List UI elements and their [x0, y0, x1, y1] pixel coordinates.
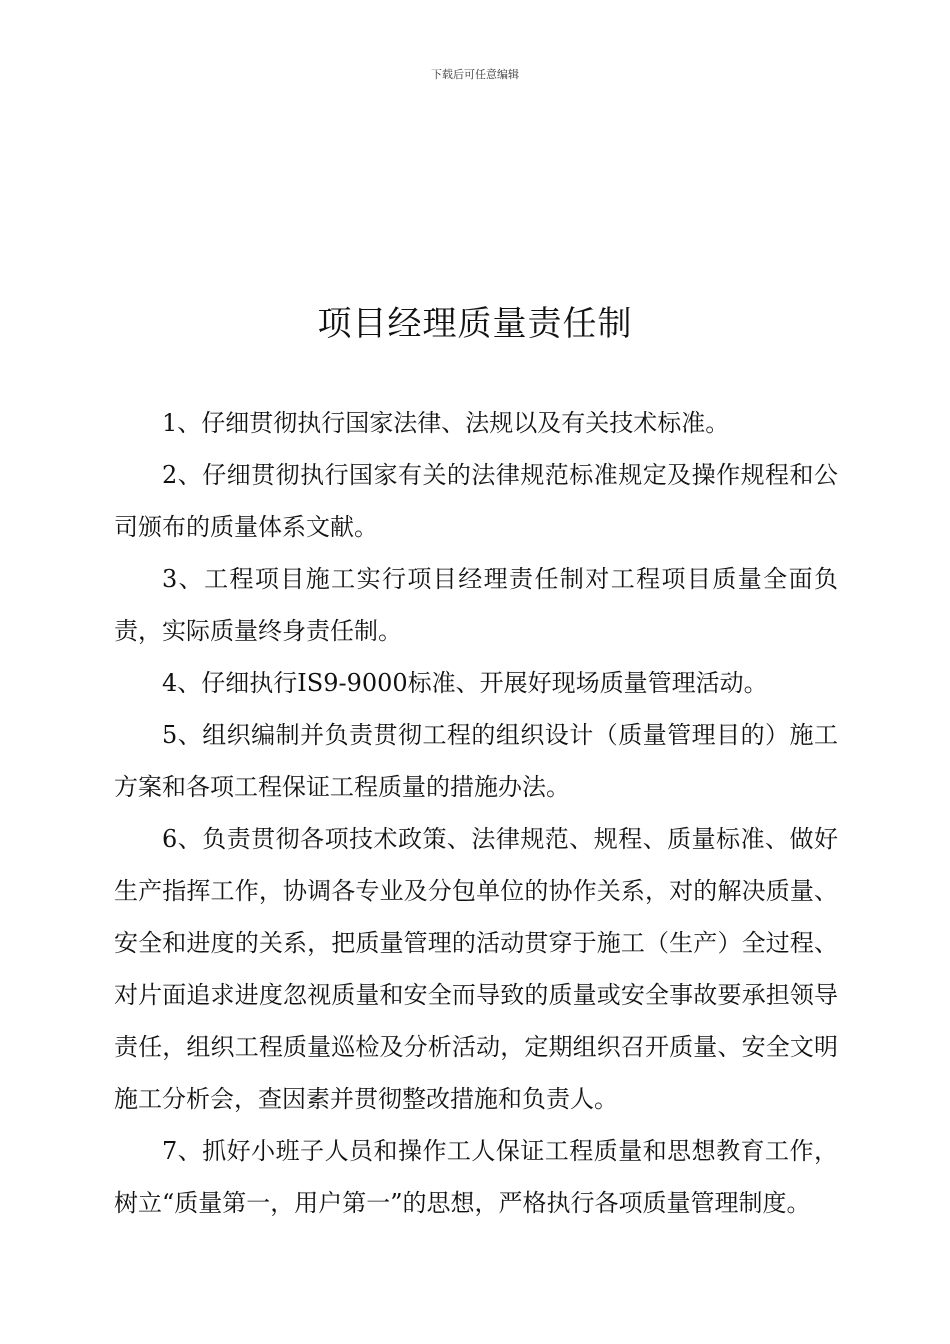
- paragraph-4: 4、仔细执行IS9-9000标准、开展好现场质量管理活动。: [162, 669, 768, 697]
- document-body: [114, 397, 838, 1229]
- document-title: 项目经理质量责任制: [317, 304, 633, 344]
- paragraph-3: 3、工程项目施工实行项目经理责任制对工程项目质量全面负责，实际质量终身责任制。: [114, 565, 838, 645]
- header-note: 下载后可任意编辑: [431, 68, 519, 81]
- paragraph-6: 6、负责贯彻各项技术政策、法律规范、规程、质量标准、做好生产指挥工作，协调各专业及分包单位的协作关系，对的解决质量、安全和进度的关系，把质量管理的活动贯穿于施工（生产）全过程、对片面追求进度忽视质量和安全而导致的质量或安全事故要承担领导责任，组织工程质量巡检及分析活动，定期组织召开质量、安全文明施工分析会，查因素并贯彻整改措施和负责人。: [114, 825, 838, 1113]
- paragraph-2: 2、仔细贯彻执行国家有关的法律规范标准规定及操作规程和公司颁布的质量体系文献。: [114, 461, 838, 541]
- paragraph-7: 7、抓好小班子人员和操作工人保证工程质量和思想教育工作，树立“质量第一，用户第一”的思想，严格执行各项质量管理制度。: [114, 1137, 838, 1217]
- paragraph-1: 1、仔细贯彻执行国家法律、法规以及有关技术标准。: [162, 409, 730, 437]
- paragraph-5: 5、组织编制并负责贯彻工程的组织设计（质量管理目的）施工方案和各项工程保证工程质量的措施办法。: [114, 721, 838, 801]
